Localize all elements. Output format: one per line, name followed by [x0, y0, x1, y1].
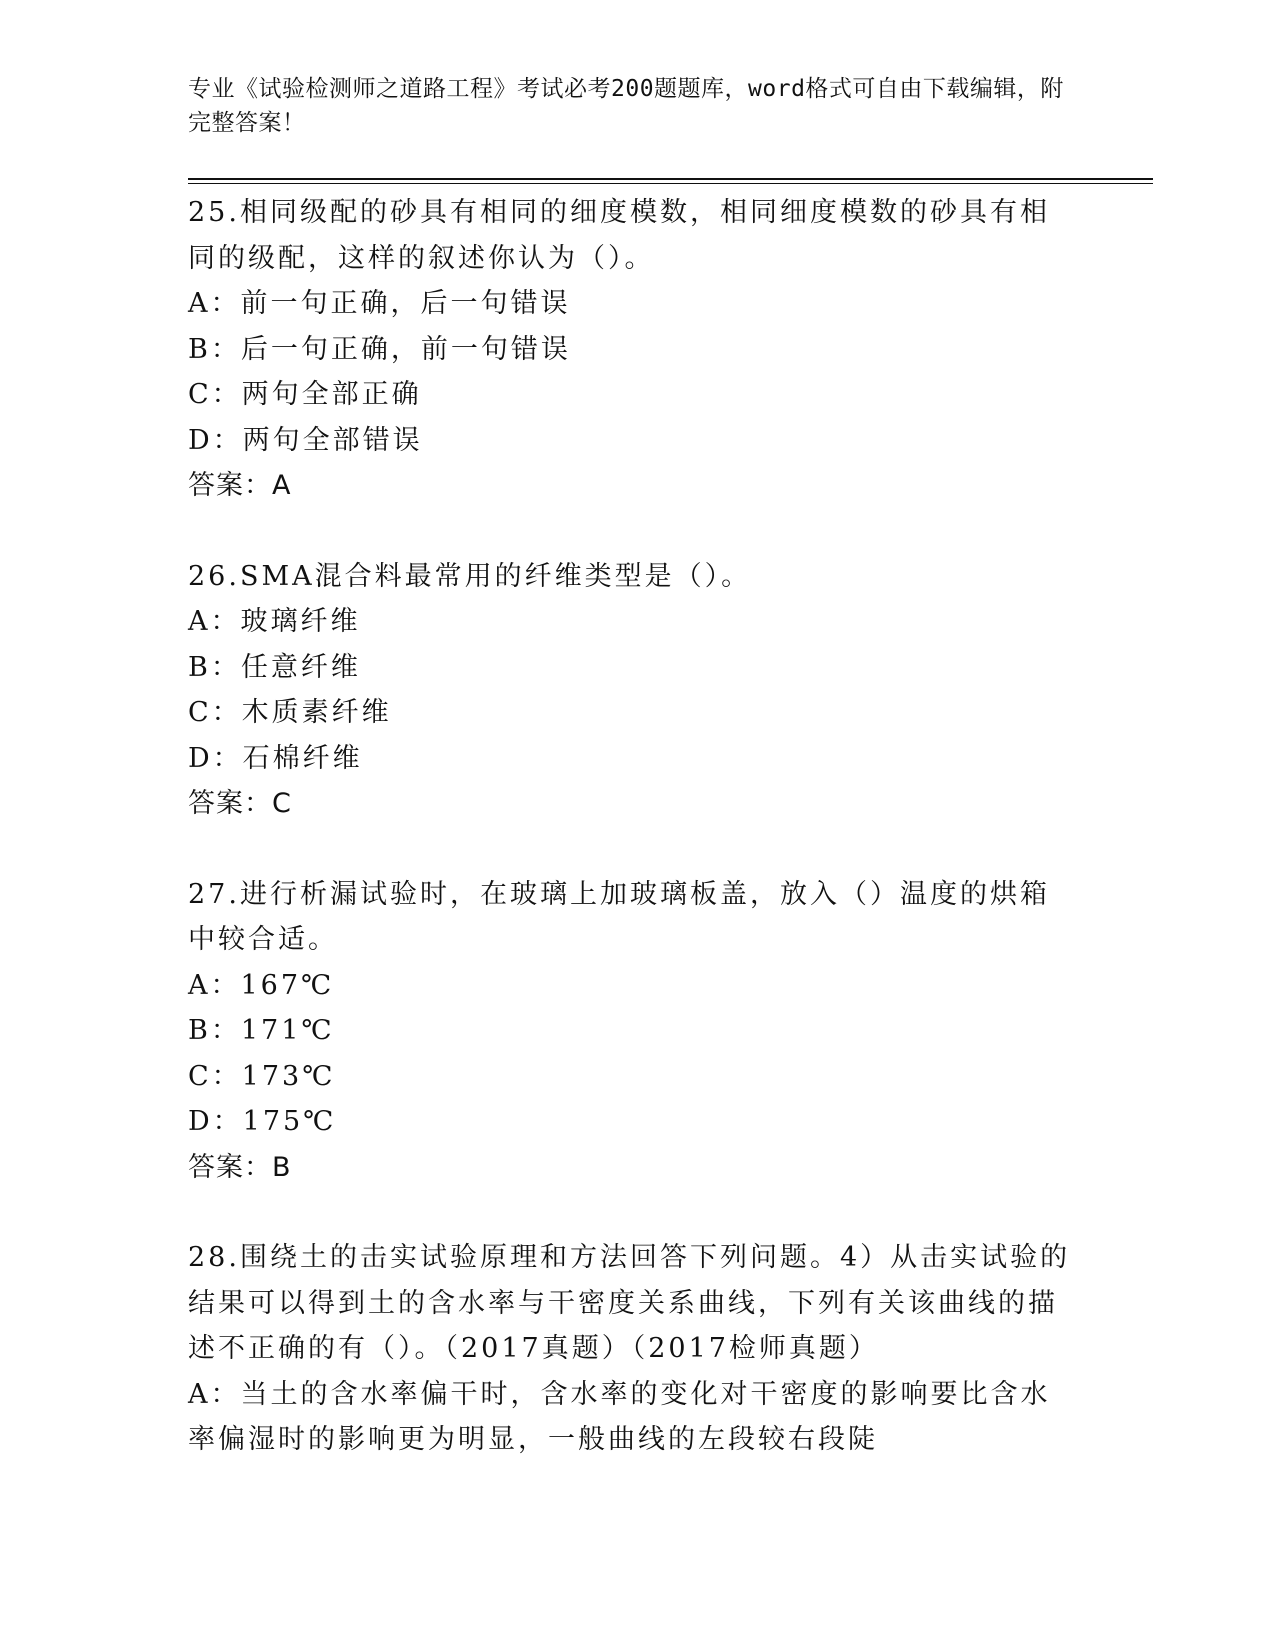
option-c: C：两句全部正确	[188, 379, 422, 410]
option-a: A：玻璃纤维	[188, 606, 361, 637]
question-number: 28.	[188, 1242, 240, 1273]
question-stem-line	[188, 1235, 1078, 1372]
question-27	[188, 872, 1078, 1191]
answer-line: 答案：A	[188, 470, 292, 501]
option-c: C：173℃	[188, 1060, 336, 1092]
question-28	[188, 1235, 1078, 1463]
option-c: C：木质素纤维	[188, 697, 392, 728]
question-stem-line	[188, 190, 1078, 281]
question-number: 27.	[188, 878, 240, 910]
option-b: B：171℃	[188, 1015, 335, 1046]
option-b: B：后一句正确，前一句错误	[188, 333, 571, 365]
question-25	[188, 190, 1078, 509]
option-a: A：前一句正确，后一句错误	[188, 288, 571, 319]
question-stem: SMA混合料最常用的纤维类型是（）。	[239, 560, 752, 592]
question-list	[188, 190, 1078, 1508]
option-d: D：175℃	[188, 1106, 337, 1137]
header-divider-thin	[188, 183, 1153, 184]
question-number: 26.	[188, 560, 240, 592]
option-b: B：任意纤维	[188, 651, 361, 683]
question-stem-line	[188, 872, 1078, 963]
answer-line: 答案：C	[188, 788, 292, 819]
option-a: A：167℃	[188, 969, 335, 1001]
option-a: A：当土的含水率偏干时，含水率的变化对干密度的影响要比含水率偏湿时的影响更为明显，一般曲线的左段较右段陡	[188, 1378, 1051, 1455]
question-stem-line	[188, 554, 1078, 600]
answer-line: 答案：B	[188, 1151, 292, 1183]
question-26	[188, 554, 1078, 827]
question-number: 25.	[188, 197, 240, 228]
option-d: D：两句全部错误	[188, 424, 423, 456]
question-stem: 相同级配的砂具有相同的细度模数，相同细度模数的砂具有相同的级配，这样的叙述你认为（）。	[188, 197, 1050, 274]
document-header: 专业《试验检测师之道路工程》考试必考200题题库，word格式可自由下载编辑，附完整答案！	[188, 76, 1064, 136]
question-stem: 围绕土的击实试验原理和方法回答下列问题。4）从击实试验的结果可以得到土的含水率与干密度关系曲线，下列有关该曲线的描述不正确的有（）。（2017真题）（2017检师真题）	[188, 1242, 1071, 1364]
question-stem: 进行析漏试验时，在玻璃上加玻璃板盖，放入（）温度的烘箱中较合适。	[188, 878, 1050, 955]
option-d: D：石棉纤维	[188, 742, 363, 774]
header-divider	[188, 178, 1153, 180]
